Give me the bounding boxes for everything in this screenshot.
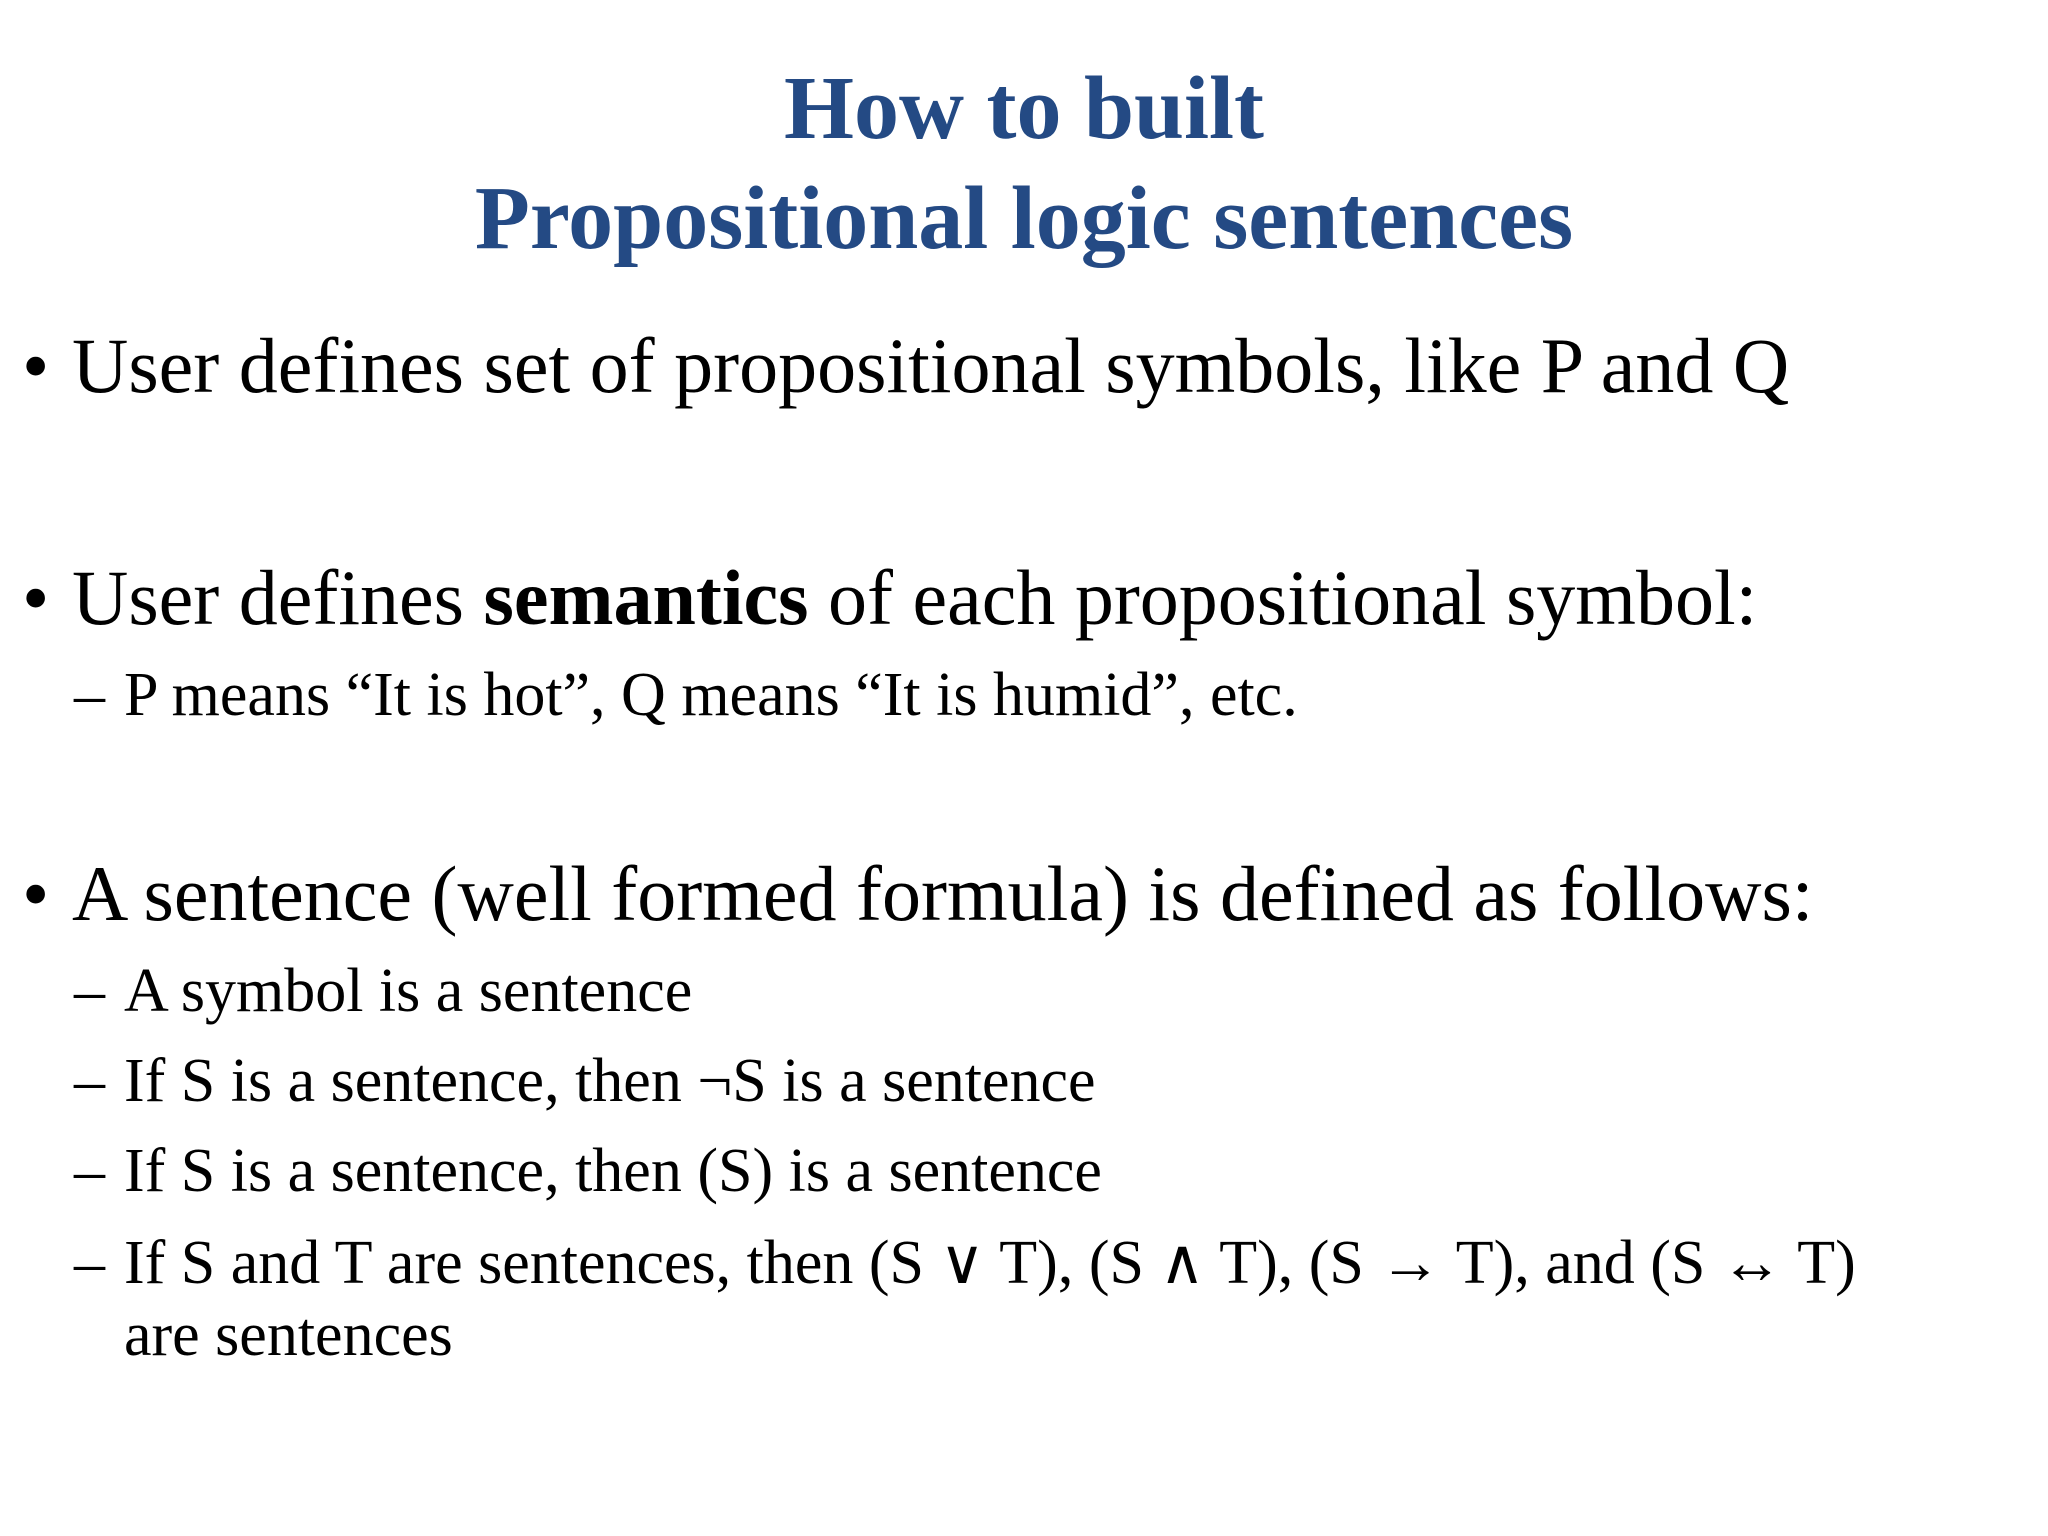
bullet-3-sub-4-text: If S and T are sentences, then (S ∨ T), (S ∧ T), (S → T), and (S ↔ T): [124, 1229, 1856, 1297]
bullet-2-text-post: of each propositional symbol:: [808, 554, 1758, 641]
bullet-3-sub-4-continuation: are sentences: [124, 1301, 453, 1369]
sub-dash: –: [74, 661, 105, 729]
bullet-3-sub-2: [74, 1044, 1096, 1118]
bullet-3-sub-3: [74, 1134, 1102, 1208]
bullet-dot: •: [22, 850, 50, 937]
sub-dash: –: [74, 1229, 105, 1297]
sub-dash: –: [74, 957, 105, 1025]
slide-title: [0, 54, 2048, 274]
bullet-3-sub-1: [74, 954, 692, 1028]
bullet-2-text-bold: semantics: [483, 554, 809, 641]
bullet-3-sub-2-text: If S is a sentence, then ¬S is a sentence: [124, 1047, 1096, 1115]
bullet-2-sub-1-text: P means “It is hot”, Q means “It is humid”, etc.: [124, 661, 1298, 729]
bullet-3-sub-1-text: A symbol is a sentence: [124, 957, 693, 1025]
bullet-3-sub-4: [74, 1226, 1856, 1300]
bullet-3-text: A sentence (well formed formula) is defined as follows:: [72, 850, 1814, 937]
bullet-2-text-pre: User defines: [72, 554, 484, 641]
bullet-2-sub-1: [74, 658, 1298, 732]
sub-dash: –: [74, 1137, 105, 1205]
sub-dash: –: [74, 1047, 105, 1115]
bullet-dot: •: [22, 554, 50, 641]
bullet-dot: •: [22, 322, 50, 409]
bullet-1: [22, 320, 1789, 412]
bullet-2: [22, 552, 1757, 644]
title-line-1: How to built: [783, 59, 1265, 158]
bullet-3: [22, 848, 1813, 940]
bullet-3-sub-3-text: If S is a sentence, then (S) is a sentence: [124, 1137, 1102, 1205]
title-line-2: Propositional logic sentences: [474, 169, 1574, 268]
bullet-1-text: User defines set of propositional symbols, like P and Q: [72, 322, 1790, 409]
